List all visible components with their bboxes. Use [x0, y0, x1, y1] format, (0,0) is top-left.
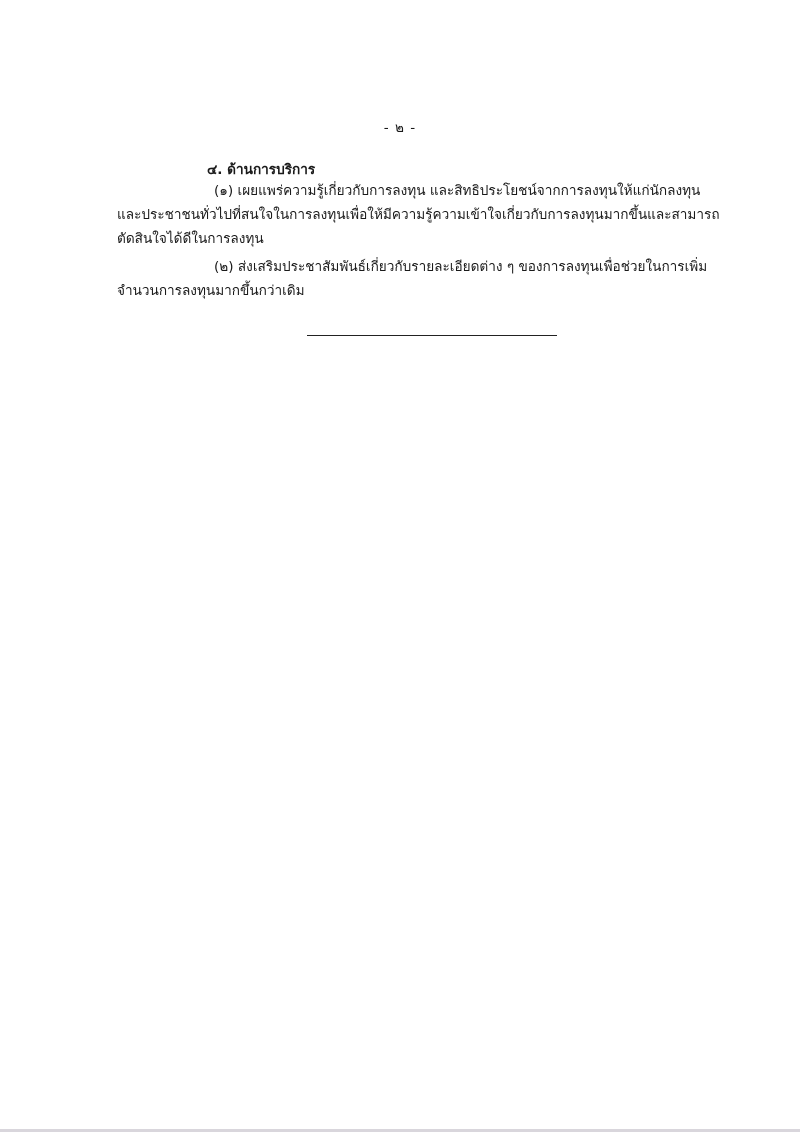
section-heading: ๔. ด้านการบริการ: [207, 162, 316, 178]
paragraph-line: (๒) ส่งเสริมประชาสัมพันธ์เกี่ยวกับรายละเอียดต่าง ๆ ของการลงทุนเพื่อช่วยในการเพิ่ม: [214, 259, 708, 275]
paragraph-item-1: [117, 179, 728, 251]
paragraph-line: (๑) เผยแพร่ความรู้เกี่ยวกับการลงทุน และสิทธิประโยชน์จากการลงทุนให้แก่นักลงทุน: [214, 183, 701, 199]
paragraph-item-2: [117, 255, 728, 303]
end-divider: [307, 335, 557, 336]
page-number: - ๒ -: [383, 120, 417, 136]
paragraph-line: และประชาชนทั่วไปที่สนใจในการลงทุนเพื่อให้มีความรู้ความเข้าใจเกี่ยวกับการลงทุนมากขึ้นและสามารถ: [117, 207, 720, 223]
paragraph-line: ตัดสินใจได้ดีในการลงทุน: [117, 231, 264, 247]
paragraph-line: จำนวนการลงทุนมากขึ้นกว่าเดิม: [117, 283, 305, 299]
